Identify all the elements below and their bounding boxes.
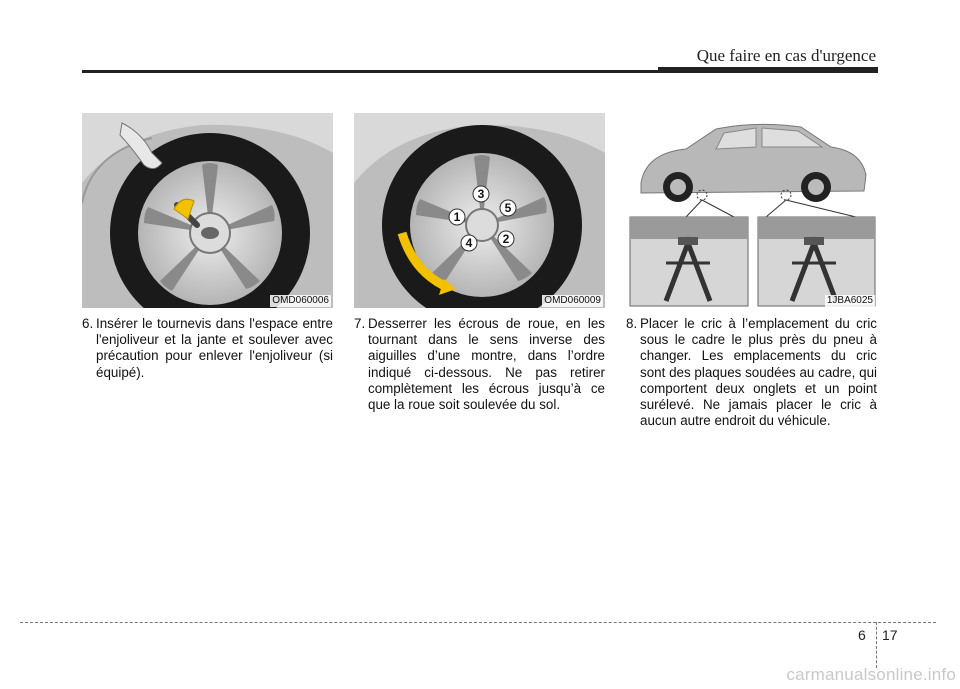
header-title: Que faire en cas d'urgence (696, 46, 876, 65)
jack-detail-left (630, 217, 748, 306)
nut-label-2: 2 (502, 232, 510, 246)
step-8 (626, 316, 877, 429)
nut-label-5: 5 (504, 201, 512, 215)
nut-label-3: 3 (477, 187, 485, 201)
step-text: Insérer le tournevis dans l'espace entre l'enjoliveur et la jante et soulever avec précaution pour enlever l'enjoliveur (si équipé). (96, 316, 333, 380)
step-number: 8. (626, 316, 638, 331)
footer-page-separator (876, 622, 877, 668)
footer-divider (20, 622, 936, 623)
step-7 (354, 316, 605, 413)
figure-lug-nut-order (354, 113, 605, 308)
figure-jack-positions (626, 113, 877, 308)
figure-code-label: OMD060009 (544, 295, 601, 306)
figure-code-label: 1JBA6025 (826, 295, 873, 306)
figure-code-label: OMD060006 (272, 295, 329, 306)
step-number: 7. (354, 316, 366, 331)
watermark: carmanualsonline.info (786, 665, 956, 684)
jack-detail-right (758, 217, 875, 306)
jack-position-illustration (626, 113, 877, 308)
step-6 (82, 316, 333, 381)
figure-wheel-cover-removal (82, 113, 333, 308)
nut-label-1: 1 (453, 210, 461, 224)
nut-label-4: 4 (465, 236, 473, 250)
wheel-cover-illustration (82, 113, 333, 308)
lug-nut-illustration (354, 113, 605, 308)
chapter-number: 6 (858, 627, 866, 643)
step-text: Desserrer les écrous de roue, en les tournant dans le sens inverse des aiguilles d’une montre, dans l’ordre indiqué ci-dessous. Ne pas retirer complètement les écrous jusqu’à ce que la roue soit soulevée du sol. (368, 316, 605, 413)
step-text: Placer le cric à l’emplacement du cric sous le cadre le plus près du pneu à changer. Les emplacements du cric sont des plaques soudées au cadre, qui comportent deux onglets et un point surélevé. Ne jamais placer le cric à aucun autre endroit du véhicule. (640, 316, 877, 429)
page-number: 17 (882, 627, 898, 643)
step-number: 6. (82, 316, 94, 331)
header-rule-accent (658, 67, 878, 73)
